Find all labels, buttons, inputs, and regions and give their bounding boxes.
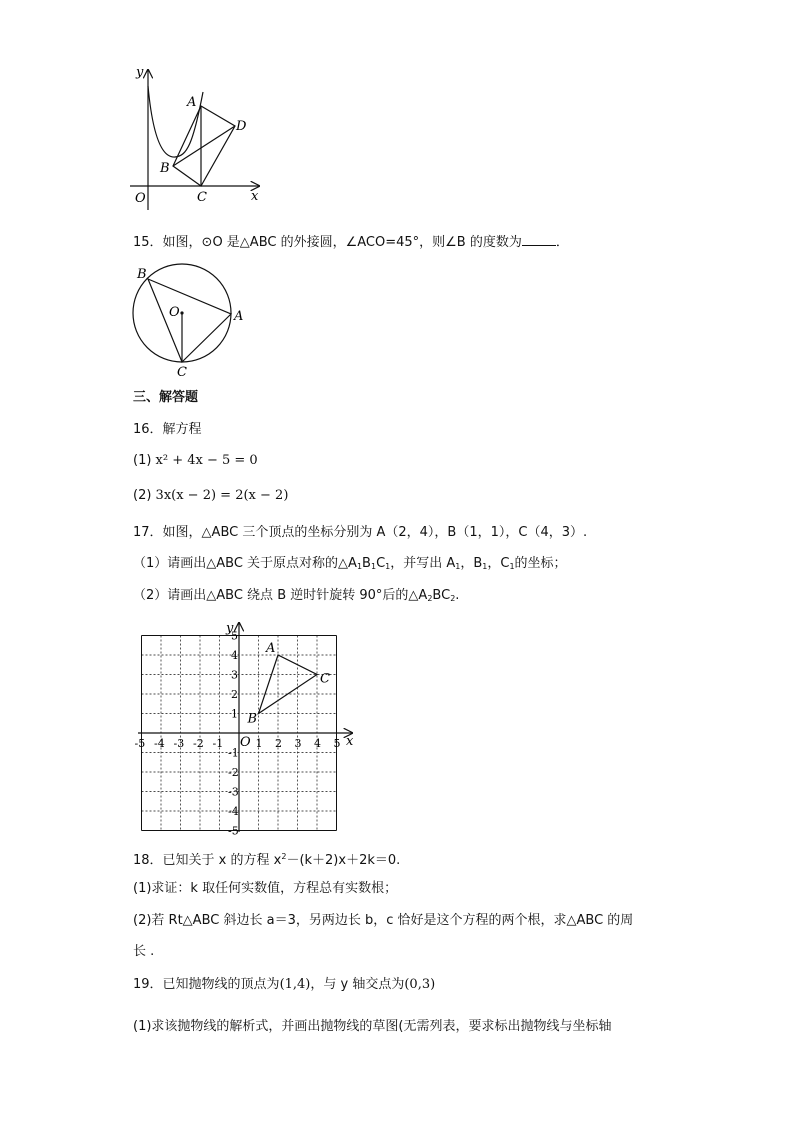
x-tick-label: -3 <box>173 737 185 750</box>
x-tick-label: 2 <box>275 737 282 750</box>
x-tick-label: 4 <box>314 737 321 750</box>
y-tick-label: 2 <box>231 688 238 701</box>
center-point <box>180 311 183 314</box>
vertex-value: (1,4) <box>279 977 311 992</box>
triangle-abc <box>148 279 231 362</box>
label-b: B <box>137 267 147 282</box>
y-tick-label: -3 <box>228 785 239 799</box>
label-d: D <box>236 119 247 134</box>
y-tick-label: 5 <box>231 629 238 643</box>
label-c: C <box>320 671 330 687</box>
label-a: A <box>187 95 197 110</box>
q16-part1: (1) x² + 4x − 5 = 0 <box>133 453 258 468</box>
label-c: C <box>177 365 187 380</box>
q17-part2: （2）请画出△ABC 绕点 B 逆时针旋转 90°后的$\triangle A_2BC_2$. <box>133 588 460 603</box>
intercept-value: (0,3) <box>404 977 436 992</box>
triangle-abc <box>259 655 318 714</box>
q18-text: 18．已知关于 x 的方程 $x^2-(k+2)x+2k=0$. <box>133 852 401 868</box>
coordinate-grid-figure <box>130 617 360 837</box>
x-tick-label: 1 <box>255 737 263 750</box>
label-a: A <box>234 309 244 324</box>
label-a: A <box>266 641 276 656</box>
label-c: C <box>197 190 207 205</box>
y-tick-label: -5 <box>228 824 239 837</box>
y-tick-label: 3 <box>231 668 238 682</box>
q15-number: 15． <box>133 235 163 250</box>
x-tick-label: -2 <box>193 737 204 750</box>
equation-1: x² + 4x − 5 = 0 <box>155 453 258 468</box>
label-y: y <box>226 621 234 636</box>
x-tick-label: -5 <box>134 737 146 750</box>
y-tick-label: -4 <box>228 805 239 818</box>
y-tick-label: 4 <box>231 649 238 662</box>
q16-part2: (2) 3x(x − 2) = 2(x − 2) <box>133 488 289 503</box>
figure-parabola-square <box>125 60 270 210</box>
x-tick-label: 3 <box>294 737 302 750</box>
label-b: B <box>247 711 258 727</box>
label-o: O <box>169 305 180 320</box>
answer-blank[interactable] <box>522 233 556 246</box>
q18-part1: (1)求证：k 取任何实数值，方程总有实数根； <box>133 881 398 896</box>
figure-circle-abc <box>128 262 253 380</box>
label-x: x <box>251 189 259 204</box>
q17-part1: （1）请画出△ABC 关于原点对称的$\triangle A_1B_1C_1$，并写出 $A_1$，$B_1$，$C_1$的坐标； <box>133 556 567 571</box>
q19-part1: (1)求该抛物线的解析式，并画出抛物线的草图(无需列表，要求标出抛物线与坐标轴 <box>133 1019 612 1034</box>
equation-2: 3x(x − 2) = 2(x − 2) <box>155 488 289 503</box>
x-tick-label: 5 <box>333 737 341 750</box>
x-tick-label: -1 <box>212 737 224 750</box>
q15-text: 15．如图，⊙O 是△ABC 的外接圆，∠ACO=45°，则∠B 的度数为 ． <box>133 235 569 250</box>
y-tick-label: -1 <box>228 746 239 760</box>
label-y: y <box>136 65 144 80</box>
q19-text: 19．已知抛物线的顶点为(1,4)，与 y 轴交点为(0,3) <box>133 977 436 992</box>
q17-text: 17．如图，△ABC 三个顶点的坐标分别为 A（2，4），B（1，1），C（4，3）. <box>133 525 588 540</box>
label-b: B <box>160 161 170 176</box>
y-tick-label: -2 <box>228 766 239 779</box>
x-tick-label: -4 <box>154 737 165 750</box>
q18-part2-line1: (2)若 Rt△ABC 斜边长 a＝3，另两边长 b，c 恰好是这个方程的两个根，求△ABC 的周 <box>133 913 634 928</box>
q18-part2-line2: 长 . <box>133 944 155 959</box>
label-o: O <box>135 191 146 206</box>
label-o: O <box>240 735 251 750</box>
q16-title: 16．解方程 <box>133 422 202 437</box>
label-x: x <box>346 734 354 749</box>
y-tick-label: 1 <box>231 707 238 721</box>
section-title: 三、解答题 <box>133 390 199 405</box>
